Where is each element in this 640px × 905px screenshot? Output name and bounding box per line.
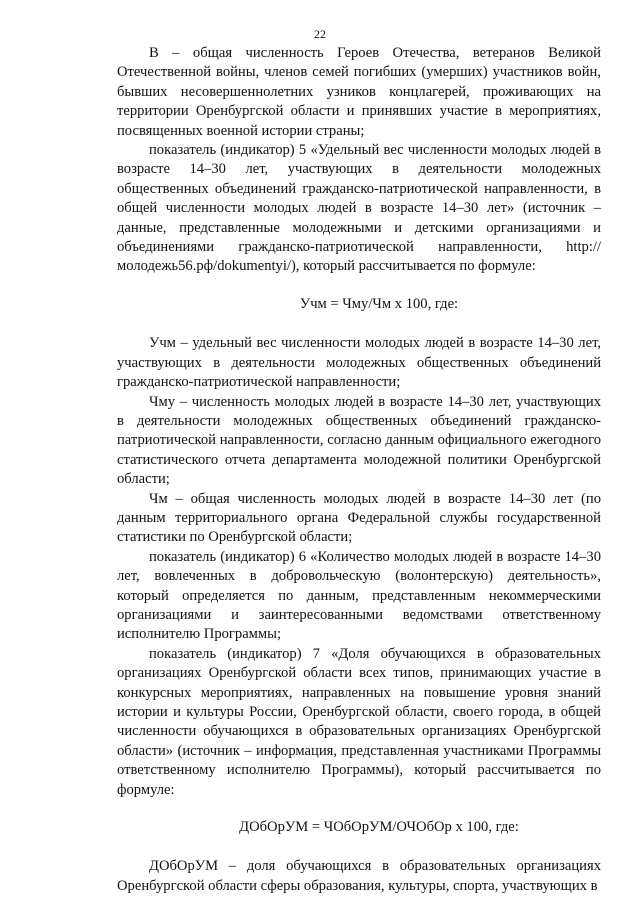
formula-ucm: Учм = Чму/Чм х 100, где: [299,295,459,312]
paragraph-ucm-definition: Учм – удельный вес численности молодых людей в возрасте 14–30 лет, участвующих в деятельности молодежных общественных объединений гражданско-патриотической направленности; [117,335,601,391]
paragraph-chm-definition: Чм – общая численность молодых людей в возрасте 14–30 лет (по данным территориального органа Федеральной службы государственной статистики по Оренбургской области; [117,490,601,546]
formula-dobor: ДОбОрУМ = ЧОбОрУМ/ОЧОбОр х 100, где: [239,819,519,836]
paragraph-heroes-definition: В – общая численность Героев Отечества, ветеранов Великой Отечественной войны, членов семей погибших (умерших) участников войн, бывших несовершеннолетних узников концлагерей, проживающих на территории Оренбургской области и принявших участие в мероприятиях, посвященных военной истории страны; [117,45,601,139]
paragraph-indicator-5: показатель (индикатор) 5 «Удельный вес численности молодых людей в возрасте 14–30 лет, участвующих в деятельности молодежных общественных объединений гражданско-патриотической направленности, в общей численности молодых людей в возрасте 14–30 лет» (источник – данные, представленные молодежными и детскими организациями и объединениями гражданско-патриотической направленности, http://молодежь56.рф/dokumentyi/), который рассчитывается по формуле: [117,142,601,275]
paragraph-indicator-7: показатель (индикатор) 7 «Доля обучающихся в образовательных организациях Оренбургской области всех типов, принимающих участие в конкурсных мероприятиях, направленных на повышение уровня знаний истории и культуры России, Оренбургской области, своего города, в общей численности обучающихся в образовательных организациях Оренбургской области» (источник – информация, представленная участниками Программы ответственному исполнителю Программы), который рассчитывается по формуле: [117,645,601,798]
paragraph-dobor-definition: ДОбОрУМ – доля обучающихся в образовательных организациях Оренбургской области сферы образования, культуры, спорта, участвующих в [117,858,601,894]
paragraph-indicator-6: показатель (индикатор) 6 «Количество молодых людей в возрасте 14–30 лет, вовлеченных в добровольческую (волонтерскую) деятельность», который определяется по данным, представленным некоммерческими организациями и заинтересованными ведомствами ответственному исполнителю Программы; [117,548,601,643]
page-number: 22 [314,27,326,41]
document-body [117,44,601,896]
paragraph-chmu-definition: Чму – численность молодых людей в возрасте 14–30 лет, участвующих в деятельности молодежных общественных объединений гражданско-патриотической направленности, согласно данным официального ежегодного статистического отчета департамента молодежной политики Оренбургской области; [117,393,601,488]
